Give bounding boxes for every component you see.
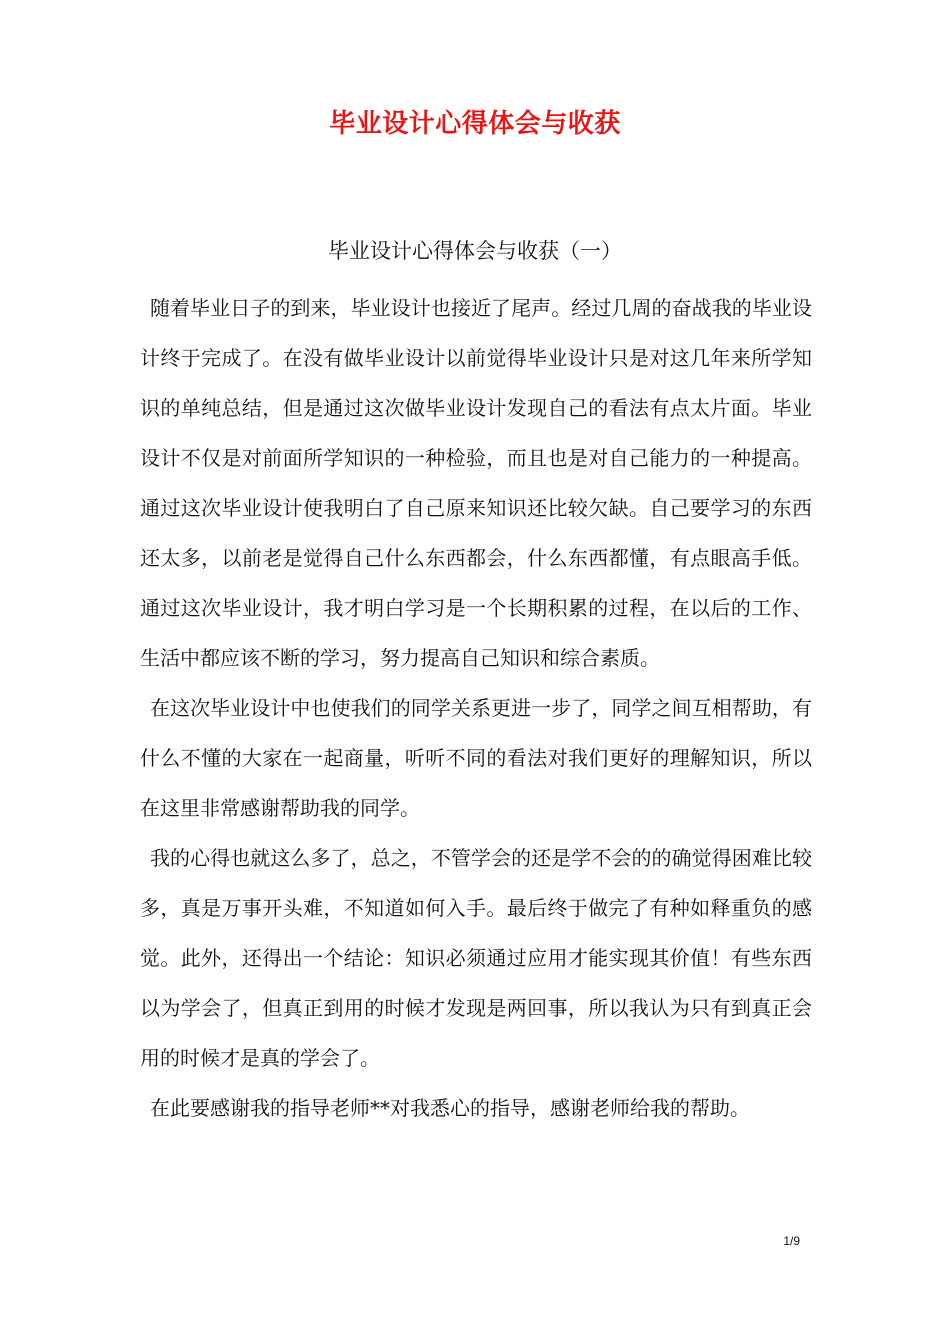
paragraph-3: 我的心得也就这么多了，总之，不管学会的还是学不会的的确觉得困难比较多，真是万事开头难，不知道如何入手。最后终于做完了有种如释重负的感觉。此外，还得出一个结论：知识必须通过应用才能实现其价值！有些东西以为学会了，但真正到用的时候才发现是两回事，所以我认为只有到真正会用的时候才是真的学会了。: [140, 846, 812, 1070]
paragraph-1: 随着毕业日子的到来，毕业设计也接近了尾声。经过几周的奋战我的毕业设计终于完成了。在没有做毕业设计以前觉得毕业设计只是对这几年来所学知识的单纯总结，但是通过这次做毕业设计发现自己的看法有点太片面。毕业设计不仅是对前面所学知识的一种检验，而且也是对自己能力的一种提高。通过这次毕业设计使我明白了自己原来知识还比较欠缺。自己要学习的东西还太多，以前老是觉得自己什么东西都会，什么东西都懂，有点眼高手低。通过这次毕业设计，我才明白学习是一个长期积累的过程，在以后的工作、生活中都应该不断的学习，努力提高自己知识和综合素质。: [140, 296, 812, 670]
paragraph-2: 在这次毕业设计中也使我们的同学关系更进一步了，同学之间互相帮助，有什么不懂的大家在一起商量，听听不同的看法对我们更好的理解知识，所以在这里非常感谢帮助我的同学。: [140, 696, 812, 820]
page-number: 1/9: [783, 1234, 800, 1248]
document-body: [140, 283, 812, 1133]
section-title: 毕业设计心得体会与收获（一）: [328, 239, 622, 263]
paragraph-4: 在此要感谢我的指导老师**对我悉心的指导，感谢老师给我的帮助。: [150, 1096, 750, 1120]
document-title: 毕业设计心得体会与收获: [329, 109, 621, 139]
